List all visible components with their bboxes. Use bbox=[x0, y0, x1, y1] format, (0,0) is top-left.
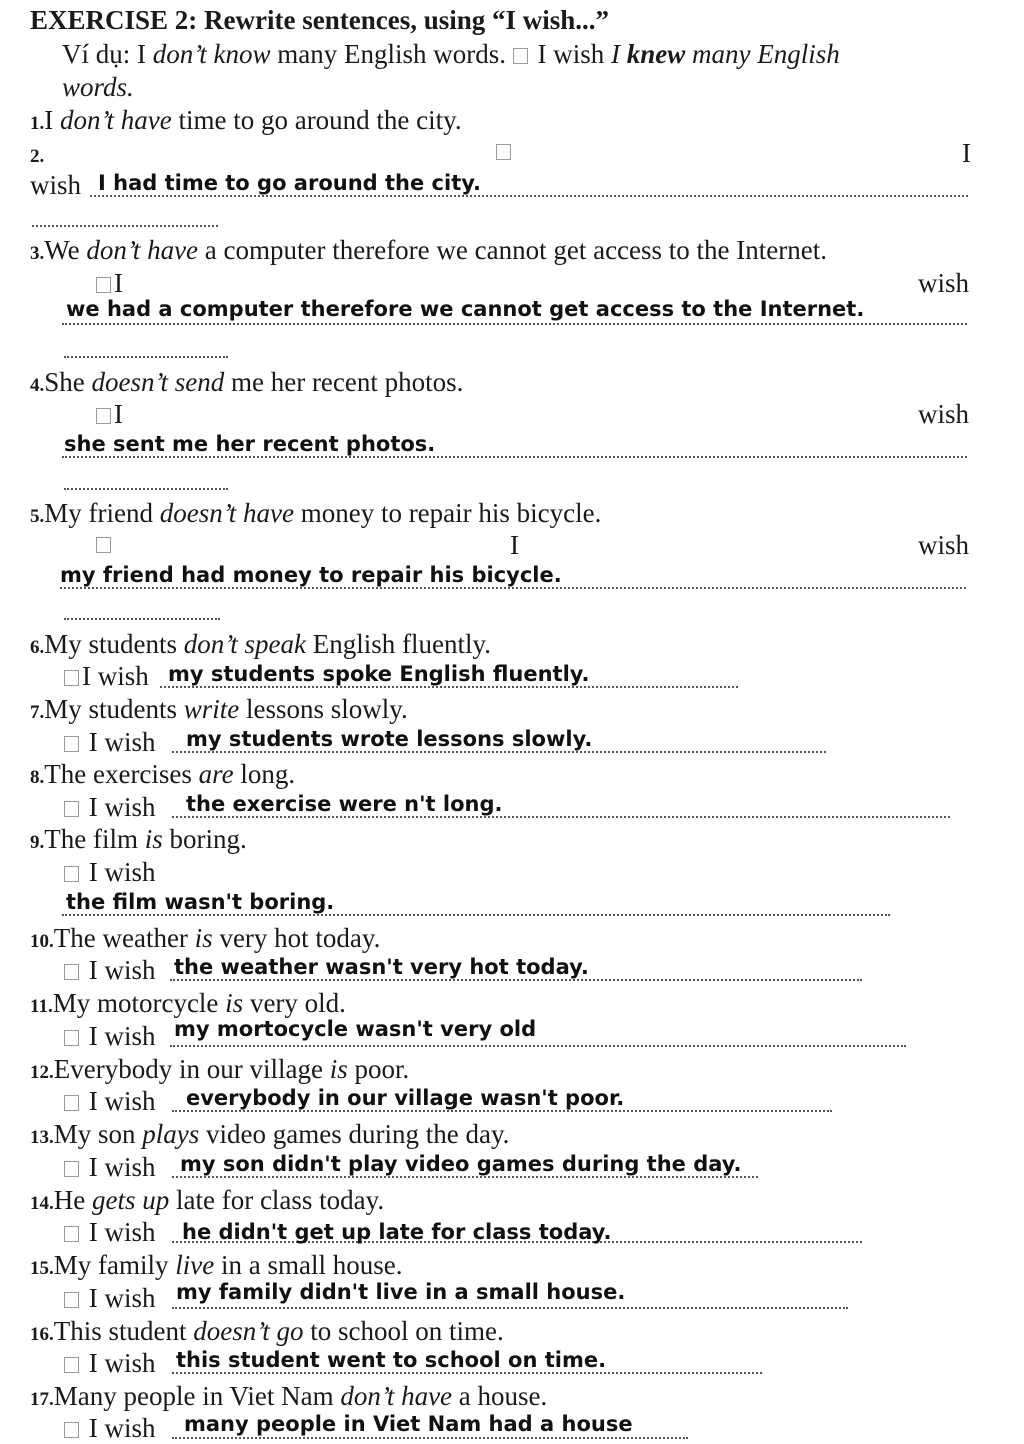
i-wish-13: I wish bbox=[64, 1151, 156, 1183]
sentence-12: 12.Everybody in our village is poor. bbox=[30, 1054, 410, 1084]
answer-9: the film wasn't boring. bbox=[66, 890, 335, 914]
answer-17: many people in Viet Nam had a house bbox=[184, 1412, 633, 1436]
answer-10: the weather wasn't very hot today. bbox=[174, 955, 589, 979]
sentence-7: 7.My students write lessons slowly. bbox=[30, 694, 408, 724]
i-word: I bbox=[962, 138, 971, 168]
answer-5: my friend had money to repair his bicycle. bbox=[60, 563, 562, 587]
answer-7: my students wrote lessons slowly. bbox=[186, 727, 593, 751]
sentence-13: 13.My son plays video games during the day. bbox=[30, 1119, 510, 1149]
arrow-box-icon bbox=[496, 144, 511, 160]
arrow-box-icon bbox=[96, 277, 111, 293]
answer-15: my family didn't live in a small house. bbox=[176, 1280, 626, 1304]
answer-12: everybody in our village wasn't poor. bbox=[186, 1086, 625, 1110]
sentence-10: 10.The weather is very hot today. bbox=[30, 923, 381, 953]
answer-13: my son didn't play video games during the day. bbox=[180, 1152, 742, 1176]
answer-16: this student went to school on time. bbox=[176, 1348, 607, 1372]
arrow-box-icon bbox=[64, 1030, 79, 1046]
sentence-4: 4.She doesn’t send me her recent photos. bbox=[30, 367, 464, 397]
arrow-box-icon bbox=[64, 1226, 79, 1242]
number-2: 2. bbox=[30, 146, 45, 167]
answer-11: my mortocycle wasn't very old bbox=[174, 1017, 537, 1041]
arrow-box-icon bbox=[64, 1161, 79, 1177]
i-wish-15: I wish bbox=[64, 1282, 156, 1314]
i-wish-12: I wish bbox=[64, 1085, 156, 1117]
sentence-3: 3.We don’t have a computer therefore we cannot get access to the Internet. bbox=[30, 235, 827, 265]
arrow-box-icon bbox=[64, 964, 79, 980]
sentence-14: 14.He gets up late for class today. bbox=[30, 1185, 385, 1215]
i-line-4: I bbox=[96, 398, 123, 430]
i-wish-7: I wish bbox=[64, 726, 156, 758]
i-wish-6: I wish bbox=[64, 660, 149, 692]
arrow-box-icon bbox=[64, 1422, 79, 1438]
arrow-box-icon bbox=[64, 1357, 79, 1373]
i-line-3: I bbox=[96, 267, 123, 299]
arrow-box-icon bbox=[64, 670, 79, 686]
sentence-6: 6.My students don’t speak English fluently. bbox=[30, 629, 491, 659]
arrow-box-icon bbox=[64, 801, 79, 817]
sentence-16: 16.This student doesn’t go to school on time. bbox=[30, 1316, 504, 1346]
answer-4: she sent me her recent photos. bbox=[64, 432, 436, 456]
sentence-5: 5.My friend doesn’t have money to repair his bicycle. bbox=[30, 498, 602, 528]
wish-word: wish bbox=[30, 170, 82, 200]
answer-6: my students spoke English fluently. bbox=[168, 662, 590, 686]
arrow-box-icon bbox=[96, 537, 111, 553]
answer-14: he didn't get up late for class today. bbox=[182, 1220, 612, 1244]
example-line: Ví dụ: I don’t know many English words. I wish I knew many English bbox=[62, 39, 840, 69]
wish-word: wish bbox=[918, 268, 970, 298]
arrow-box-icon bbox=[64, 1292, 79, 1308]
i-wish-16: I wish bbox=[64, 1347, 156, 1379]
i-wish-10: I wish bbox=[64, 954, 156, 986]
arrow-box-icon bbox=[513, 48, 528, 64]
sentence-15: 15.My family live in a small house. bbox=[30, 1250, 403, 1280]
exercise-title: EXERCISE 2: Rewrite sentences, using “I wish...” bbox=[30, 5, 610, 35]
answer-1: I had time to go around the city. bbox=[98, 171, 481, 195]
arrow-box-icon bbox=[64, 866, 79, 882]
answer-3: we had a computer therefore we cannot get access to the Internet. bbox=[66, 297, 865, 321]
i-word: I bbox=[510, 530, 519, 560]
answer-8: the exercise were n't long. bbox=[186, 792, 503, 816]
sentence-9: 9.The film is boring. bbox=[30, 824, 247, 854]
sentence-8: 8.The exercises are long. bbox=[30, 759, 296, 789]
sentence-17: 17.Many people in Viet Nam don’t have a house. bbox=[30, 1381, 548, 1411]
i-wish-14: I wish bbox=[64, 1216, 156, 1248]
arrow-box-icon bbox=[64, 736, 79, 752]
i-wish-11: I wish bbox=[64, 1020, 156, 1052]
i-wish-8: I wish bbox=[64, 791, 156, 823]
sentence-1: 1.I don’t have time to go around the city. bbox=[30, 105, 462, 135]
i-wish-9: I wish bbox=[64, 856, 156, 888]
sentence-11: 11.My motorcycle is very old. bbox=[30, 988, 346, 1018]
wish-word: wish bbox=[918, 530, 970, 560]
wish-word: wish bbox=[918, 399, 970, 429]
arrow-box-icon bbox=[96, 408, 111, 424]
i-wish-17: I wish bbox=[64, 1412, 156, 1444]
example-line-2: words. bbox=[62, 72, 134, 102]
arrow-box-icon bbox=[64, 1095, 79, 1111]
